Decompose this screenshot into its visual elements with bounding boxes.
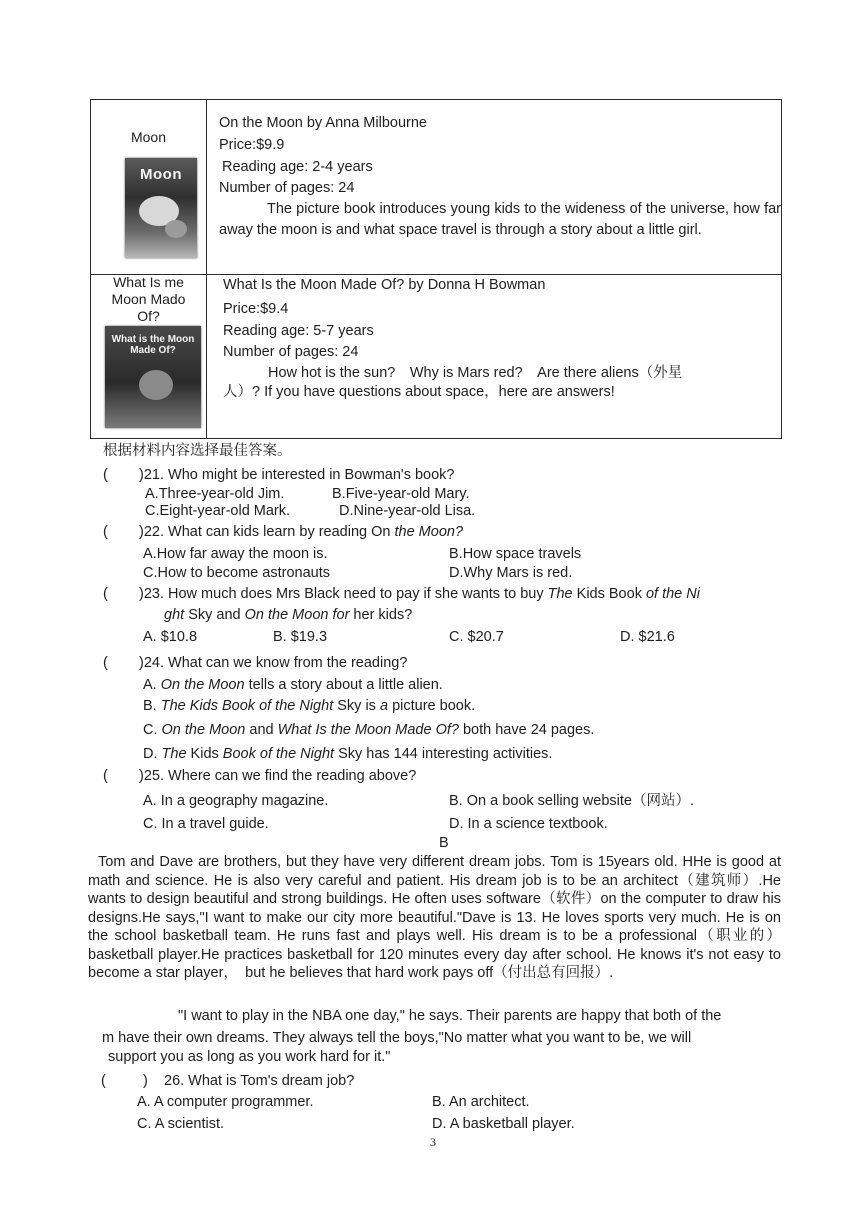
q23-option-d: D. $21.6	[620, 629, 675, 645]
q21-option-b: B.Five-year-old Mary.	[332, 486, 470, 502]
q24-option-c: C. On the Moon and What Is the Moon Made Of? both have 24 pages.	[143, 722, 595, 738]
book-info-cell	[207, 274, 781, 438]
passage-paragraph-1: Tom and Dave are brothers, but they have very different dream jobs. Tom is 15years old. HHe is good at math and science. He is also very careful and patient. His dream job is to be an architect（建筑师）.He wants to design beautiful and strong buildings. He often uses software（软件）on the computer to draw his designs.He says,"I want to make our city more beautiful."Dave is 13. He loves sports very much. He is on the school basketball team. He runs fast and plays well. His dream is to be a professional（职业的）basketball player.He practices basketball for 120 minutes every day after school. He knows it's not easy to become a star player， but he believes that hard work pays off（付出总有回报）.	[88, 854, 781, 981]
cover-title: What is the Moon Made Of?	[111, 334, 195, 356]
answer-blank[interactable]: (	[103, 586, 108, 602]
question-23-stem-line2: ght Sky and On the Moon for her kids?	[164, 607, 413, 623]
q22-option-c: C.How to become astronauts	[143, 565, 330, 581]
answer-blank[interactable]: (	[103, 467, 108, 483]
book-page-count: Number of pages: 24	[223, 344, 359, 360]
q21-option-d: D.Nine-year-old Lisa.	[339, 503, 476, 519]
book-label-line: What Is me	[113, 274, 184, 290]
book-price: Price:$9.9	[219, 137, 285, 153]
q22-option-a: A.How far away the moon is.	[143, 546, 328, 562]
q23-option-a: A. $10.8	[143, 629, 198, 645]
astronaut-illustration-icon	[165, 220, 187, 238]
q26-option-b: B. An architect.	[432, 1094, 530, 1110]
book-label: Moon	[130, 129, 167, 145]
book-page-count: Number of pages: 24	[219, 180, 355, 196]
book-title: On the Moon by Anna Milbourne	[219, 115, 427, 131]
book-cover-image	[125, 158, 197, 258]
q25-option-d: D. In a science textbook.	[449, 816, 608, 832]
q21-option-c: C.Eight-year-old Mark.	[145, 503, 291, 519]
book-reading-age: Reading age: 2-4 years	[222, 159, 373, 175]
answer-blank[interactable]: (	[103, 655, 108, 671]
section-heading: B	[439, 835, 449, 851]
page-number: 3	[430, 1135, 436, 1149]
book-description-line: 人）? If you have questions about space，here are answers!	[223, 384, 615, 400]
q25-option-c: C. In a travel guide.	[143, 816, 269, 832]
q26-option-c: C. A scientist.	[137, 1116, 225, 1132]
q24-option-a: A. On the Moon tells a story about a little alien.	[143, 677, 443, 693]
q25-option-a: A. In a geography magazine.	[143, 793, 329, 809]
moon-illustration-icon	[139, 370, 173, 400]
book-row-on-the-moon	[91, 100, 781, 275]
q26-option-d: D. A basketball player.	[432, 1116, 575, 1132]
q26-option-a: A. A computer programmer.	[137, 1094, 314, 1110]
instruction: 根据材料内容选择最佳答案。	[103, 443, 292, 459]
question-26-stem: 26. What is Tom's dream job?	[164, 1073, 355, 1089]
question-22-stem: )22. What can kids learn by reading On the Moon?	[139, 524, 464, 540]
q22-option-d: D.Why Mars is red.	[449, 565, 573, 581]
question-23-stem-line1: )23. How much does Mrs Black need to pay if she wants to buy The Kids Book of the Ni	[139, 586, 700, 602]
q24-option-d: D. The Kids Book of the Night Sky has 144 interesting activities.	[143, 746, 553, 762]
passage-paragraph-2-line: m have their own dreams. They always tell the boys,"No matter what you want to be, we will	[102, 1030, 692, 1046]
question-24-stem: )24. What can we know from the reading?	[139, 655, 408, 671]
book-table	[90, 99, 782, 439]
q22-option-b: B.How space travels	[449, 546, 582, 562]
passage-paragraph-2-line: "I want to play in the NBA one day," he says. Their parents are happy that both of the	[178, 1008, 722, 1024]
book-row-moon-made-of	[91, 274, 781, 438]
q21-option-a: A.Three-year-old Jim.	[145, 486, 285, 502]
book-label-line: Of?	[137, 308, 160, 324]
book-label-line: Moon Mado	[111, 291, 186, 307]
book-cover-cell	[91, 274, 207, 438]
answer-blank[interactable]: (	[103, 768, 108, 784]
book-title: What Is the Moon Made Of? by Donna H Bowman	[223, 277, 546, 293]
book-price: Price:$9.4	[223, 301, 289, 317]
book-reading-age: Reading age: 5-7 years	[223, 323, 374, 339]
question-25-stem: )25. Where can we find the reading above?	[139, 768, 417, 784]
answer-blank-right: )	[143, 1073, 148, 1089]
book-description: The picture book introduces young kids to the wideness of the universe, how far away the moon is and what space travel is through a story about a little girl.	[219, 201, 781, 238]
book-info-cell	[207, 100, 781, 274]
q25-option-b: B. On a book selling website（网站）.	[449, 793, 694, 809]
answer-blank[interactable]: (	[103, 524, 108, 540]
q24-option-b: B. The Kids Book of the Night Sky is a picture book.	[143, 698, 476, 714]
cover-title: Moon	[140, 166, 182, 183]
book-cover-image	[105, 326, 201, 428]
question-21-stem: )21. Who might be interested in Bowman's book?	[139, 467, 455, 483]
q23-option-b: B. $19.3	[273, 629, 328, 645]
q23-option-c: C. $20.7	[449, 629, 504, 645]
book-description-line: How hot is the sun? Why is Mars red? Are there aliens（外星	[268, 365, 683, 381]
passage-paragraph-2-line: support you as long as you work hard for it."	[108, 1049, 391, 1065]
book-cover-cell	[91, 100, 207, 274]
answer-blank-left[interactable]: (	[101, 1073, 106, 1089]
